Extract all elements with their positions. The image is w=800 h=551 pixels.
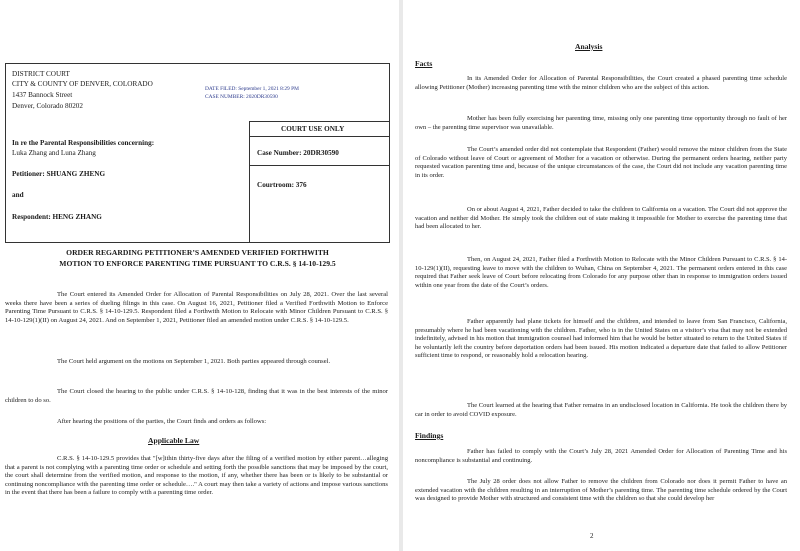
findings-paragraph-1: Father has failed to comply with the Court’s July 28, 2021 Amended Order for Allocation of Parenting Time and his noncompliance is substantial and continuing. [415, 448, 787, 464]
applicable-law-heading: Applicable Law [148, 436, 200, 445]
facts-paragraph-1: In its Amended Order for Allocation of Parental Responsibilities, the Court created a phased parenting time schedule allowing Petitioner (Mother) increasing parenting time with the minor children who are the subject of this action. [415, 75, 787, 91]
and-line: and [12, 191, 24, 199]
paragraph-applicable-law: C.R.S. § 14-10-129.5 provides that "[w]ithin thirty-five days after the filing of a verified motion by either parent…alleging that a parent is not complying with a parenting time order or schedule and setting forth the possible sanctions that may be imposed by the court, the court shall determine from the verified motion, and response to the motion, if any, whether there has been or is likely to be substantial or continuing noncompliance with the parenting time order or schedule…." A court may then take a variety of actions and impose various sanctions in the event that there has been a failure to comply with a parenting time order. [5, 455, 388, 497]
facts-paragraph-4: On or about August 4, 2021, Father decided to take the children to California on a vacation. The Court did not approve the vacation and neither did Mother. He simply took the children out of state making it impossible for Mother to exercise the parenting time that had been allocated to her. [415, 206, 787, 230]
courtroom: Courtroom: 376 [257, 181, 307, 189]
court-line-4: Denver, Colorado 80202 [12, 102, 83, 110]
case-number-stamp: CASE NUMBER: 2020DR30590 [205, 94, 278, 100]
paragraph-findings-intro: After hearing the positions of the parties, the Court finds and orders as follows: [57, 418, 267, 425]
respondent: Respondent: HENG ZHANG [12, 213, 102, 221]
order-title-line-2: MOTION TO ENFORCE PARENTING TIME PURSUANT TO C.R.S. § 14-10-129.5 [59, 258, 336, 268]
paragraph-intro: The Court entered its Amended Order for Allocation of Parental Responsibilities on July 28, 2021. Over the last several weeks there have been a series of dueling filings in this case. On August 16, 2021, Petitioner filed a Verified Forthwith Motion to Enforce Parenting Time Pursuant to C.R.S. § 14-10-129.5. Respondent filed a Forthwith Motion to Relocate with Minor Children Pursuant to C.R.S. § 14-10-129(1)(II) on August 24, 2021. And on September 1, 2021, Petitioner filed an amended motion under C.R.S. § 14-10-129.5. [5, 291, 388, 324]
findings-heading: Findings [415, 431, 444, 440]
facts-paragraph-3: The Court’s amended order did not contemplate that Respondent (Father) would remove the minor children from the State of Colorado without leave of Court or agreement of Mother for a vacation or otherwise. During the permanent orders hearing, neither party requested vacation parenting time and, because of the unique circumstances of the case, the Court did not include any vacation parenting time in its order. [415, 146, 787, 179]
date-filed-stamp: DATE FILED: September 1, 2021 8:29 PM [205, 86, 299, 92]
caption-divider [249, 165, 389, 166]
paragraph-hearing: The Court held argument on the motions on September 1, 2021. Both parties appeared through counsel. [57, 358, 331, 365]
facts-heading: Facts [415, 59, 433, 68]
children-names: Luka Zhang and Luna Zhang [12, 149, 96, 157]
case-number: Case Number: 20DR30590 [257, 149, 339, 157]
caption-box [5, 63, 390, 243]
court-line-1: DISTRICT COURT [12, 70, 70, 78]
page-number: 2 [590, 532, 594, 540]
facts-paragraph-2: Mother has been fully exercising her parenting time, missing only one parenting time opportunity through no fault of her own – the parenting time supervisor was unavailable. [415, 115, 787, 131]
order-title [5, 248, 390, 269]
caption-divider [249, 136, 389, 137]
facts-paragraph-7: The Court learned at the hearing that Father remains in an undisclosed location in California. He took the children there by car in order to avoid COVID exposure. [415, 402, 787, 418]
re-line: In re the Parental Responsibilities concerning: [12, 139, 155, 147]
court-line-2: CITY & COUNTY OF DENVER, COLORADO [12, 80, 153, 88]
caption-divider [249, 121, 389, 122]
paragraph-closed-hearing: The Court closed the hearing to the public under C.R.S. § 14-10-128, finding that it was in the best interests of the minor children to do so. [5, 388, 388, 404]
court-line-3: 1437 Bannock Street [12, 91, 73, 99]
order-title-line-1: ORDER REGARDING PETITIONER’S AMENDED VERIFIED FORTHWITH [66, 248, 329, 257]
facts-paragraph-5: Then, on August 24, 2021, Father filed a Forthwith Motion to Relocate with the Minor Children Pursuant to C.R.S. § 14-10-129(1)(II), requesting leave to move with the children to Wuhan, China on September 4, 2021. The permanent orders entered in this case required that Father seek leave of Court before relocating from Colorado for any purpose other than in response to immigration orders issued within one year from the date of the Court’s orders. [415, 256, 787, 289]
right-page [403, 0, 800, 551]
court-use-only: COURT USE ONLY [281, 125, 345, 133]
findings-paragraph-2: The July 28 order does not allow Father to remove the children from Colorado nor does it permit Father to have an extended vacation with the children resulting in an interruption of Mother’s parenting time. The parenting time schedule ordered by the Court was designed to provide Mother with structured and consistent time with the children so that she could develop her [415, 478, 787, 502]
caption-column-divider [249, 121, 250, 242]
petitioner: Petitioner: SHUANG ZHENG [12, 170, 106, 178]
facts-paragraph-6: Father apparently had plane tickets for himself and the children, and intended to leave from San Francisco, California, presumably where he had been vacationing with the children. Father, who is in the United States on a visitor’s visa that may not be extended indefinitely, advised in his motion that immigration counsel had informed him that he would be better situated to return to the United States if he voluntarily left the country before deportation orders had been issued. His motion indicated a departure date that failed to allow Petitioner sufficient time to respond, or reasonably hold a relocation hearing. [415, 318, 787, 359]
analysis-heading: Analysis [575, 42, 603, 51]
